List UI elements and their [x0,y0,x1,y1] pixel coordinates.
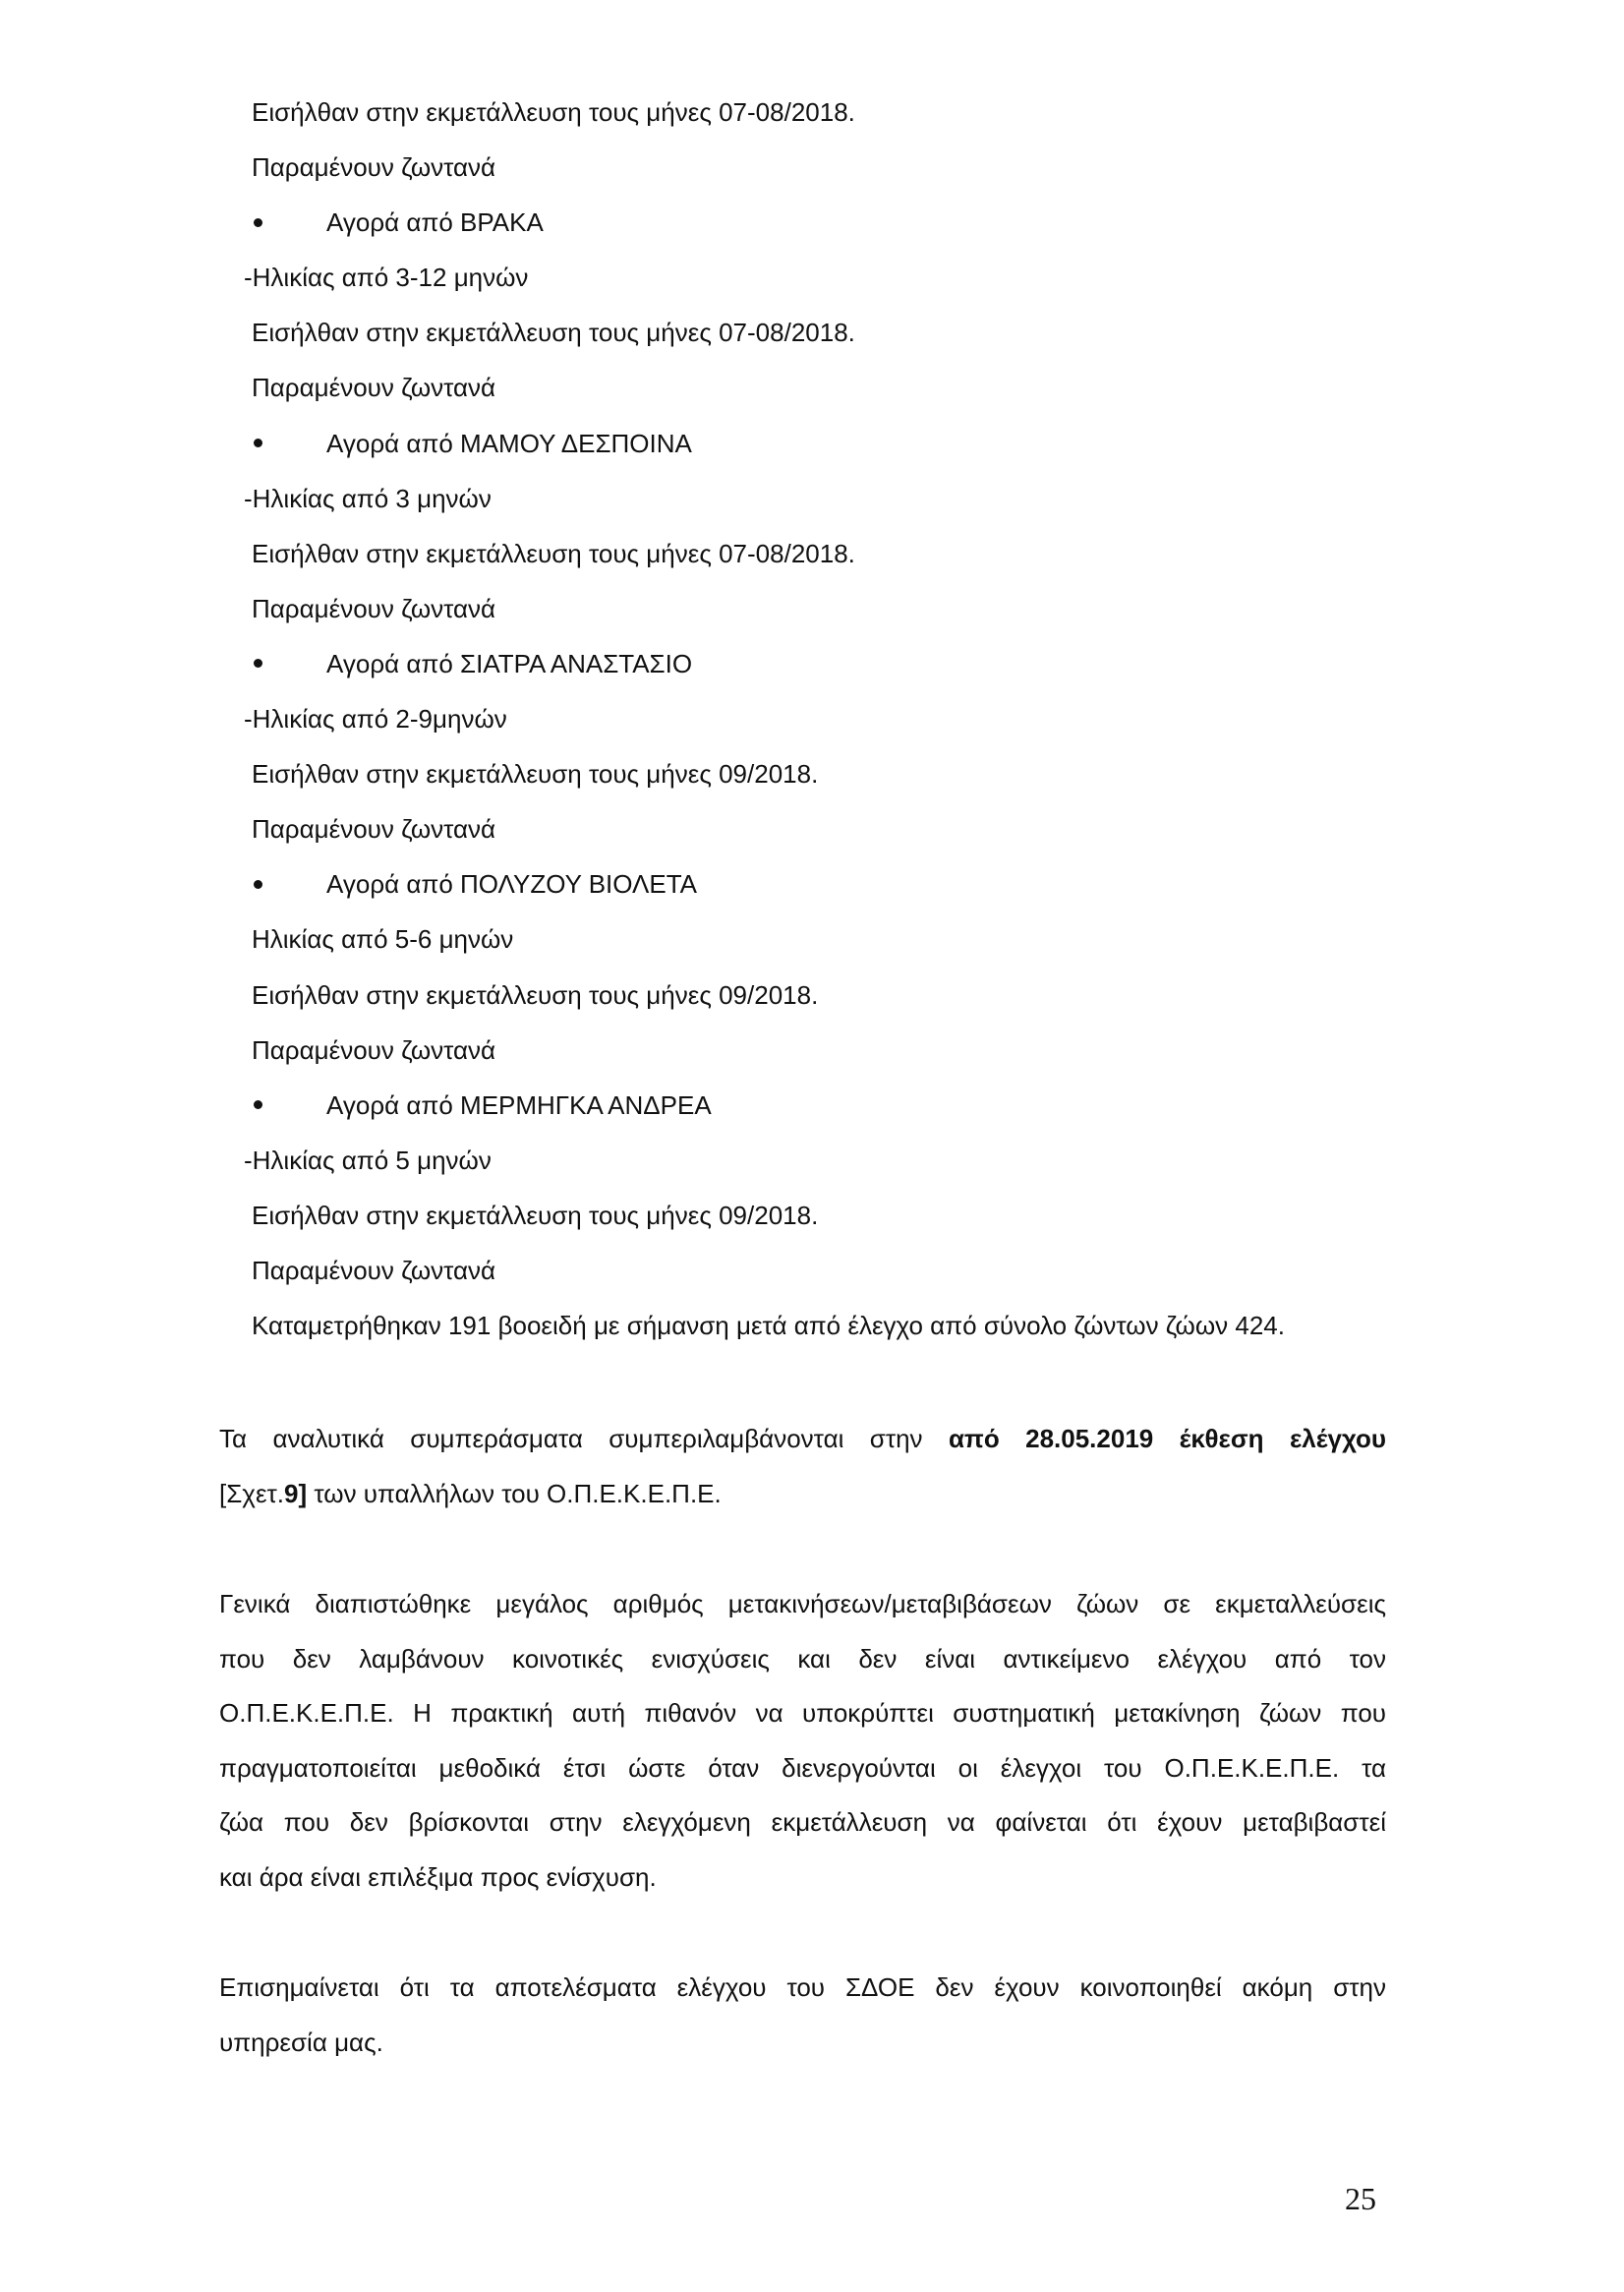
conclusions-text: Τα αναλυτικά συμπεράσματα συμπεριλαμβάνονται στην [219,1424,949,1453]
entry-line: Εισήλθαν στην εκμετάλλευση τους μήνες 07-08/2018. [252,538,855,568]
age-line: -Ηλικίας από 2-9μηνών [244,704,507,735]
entry-line: Εισήλθαν στην εκμετάλλευση τους μήνες 09/2018. [252,979,819,1010]
paragraph-line [219,1412,1386,1467]
entry-line: Εισήλθαν στην εκμετάλλευση τους μήνες 07-08/2018. [252,97,855,127]
age-line: -Ηλικίας από 3 μηνών [244,483,492,513]
seller-label: Αγορά από ΒΡΑΚΑ [326,207,544,238]
bullet-icon [254,880,262,889]
paragraph-line: ζώα που δεν βρίσκονται στην ελεγχόμενη εκμετάλλευση να φαίνεται ότι έχουν μεταβιβαστεί [219,1807,1386,1838]
status-line: Παραμένουν ζωντανά [252,152,496,183]
bullet-icon [254,659,262,668]
list-item [252,195,1285,250]
paragraph-line: πραγματοποιείται μεθοδικά έτσι ώστε όταν διενεργούνται οι έλεγχοι του Ο.Π.Ε.Κ.Ε.Π.Ε. τα [219,1752,1386,1783]
paragraph-line: και άρα είναι επιλέξιμα προς ενίσχυση. [219,1861,657,1892]
list-item [252,416,1285,471]
paragraph-line: Ο.Π.Ε.Κ.Ε.Π.Ε. Η πρακτική αυτή πιθανόν να υποκρύπτει συστηματική μετακίνηση ζώων που [219,1698,1386,1729]
reference-number: 9] [284,1478,308,1508]
seller-label: Αγορά από ΜΑΜΟΥ ΔΕΣΠΟΙΝΑ [326,428,692,458]
list-item [252,1078,1285,1133]
age-line: -Ηλικίας από 3-12 μηνών [244,263,529,293]
page-number: 25 [1345,2181,1376,2216]
bullet-icon [254,1100,262,1109]
status-line: Παραμένουν ζωντανά [252,1255,496,1285]
purchase-records-list [244,85,1285,1353]
general-findings-paragraph [219,1577,1386,1906]
paragraph-line: υπηρεσία μας. [219,2027,383,2057]
bullet-icon [254,218,262,227]
entry-line: Εισήλθαν στην εκμετάλλευση τους μήνες 09/2018. [252,1200,819,1230]
conclusions-paragraph [219,1412,1386,1521]
status-line: Παραμένουν ζωντανά [252,814,496,845]
age-line: Ηλικίας από 5-6 μηνών [252,924,514,955]
seller-label: Αγορά από ΠΟΛΥΖΟΥ ΒΙΟΛΕΤΑ [326,869,698,900]
seller-label: Αγορά από ΜΕΡΜΗΓΚΑ ΑΝΔΡΕΑ [326,1089,712,1120]
paragraph-line [219,1467,1386,1522]
paragraph-line: που δεν λαμβάνουν κοινοτικές ενισχύσεις και δεν είναι αντικείμενο ελέγχου από τον [219,1643,1386,1674]
report-reference: από 28.05.2019 έκθεση ελέγχου [948,1424,1386,1453]
entry-line: Εισήλθαν στην εκμετάλλευση τους μήνες 07-08/2018. [252,318,855,348]
paragraph-line: Γενικά διαπιστώθηκε μεγάλος αριθμός μετακινήσεων/μεταβιβάσεων ζώων σε εκμεταλλεύσεις [219,1589,1386,1618]
list-item [252,636,1285,691]
entry-line: Εισήλθαν στην εκμετάλλευση τους μήνες 09/2018. [252,759,819,790]
list-item [252,856,1285,911]
bullet-icon [254,439,262,447]
status-line: Παραμένουν ζωντανά [252,373,496,403]
conclusions-text: των υπαλλήλων του Ο.Π.Ε.Κ.Ε.Π.Ε. [307,1478,722,1508]
reference-label: [Σχετ. [219,1478,285,1508]
status-line: Παραμένουν ζωντανά [252,593,496,623]
count-summary: Καταμετρήθηκαν 191 βοοειδή με σήμανση μετά από έλεγχο από σύνολο ζώντων ζώων 424. [252,1311,1285,1341]
status-line: Παραμένουν ζωντανά [252,1034,496,1065]
age-line: -Ηλικίας από 5 μηνών [244,1145,492,1175]
notice-paragraph [219,1961,1386,2070]
seller-label: Αγορά από ΣΙΑΤΡΑ ΑΝΑΣΤΑΣΙΟ [326,648,693,678]
paragraph-line: Επισημαίνεται ότι τα αποτελέσματα ελέγχου του ΣΔΟΕ δεν έχουν κοινοποιηθεί ακόμη στην [219,1972,1386,2002]
